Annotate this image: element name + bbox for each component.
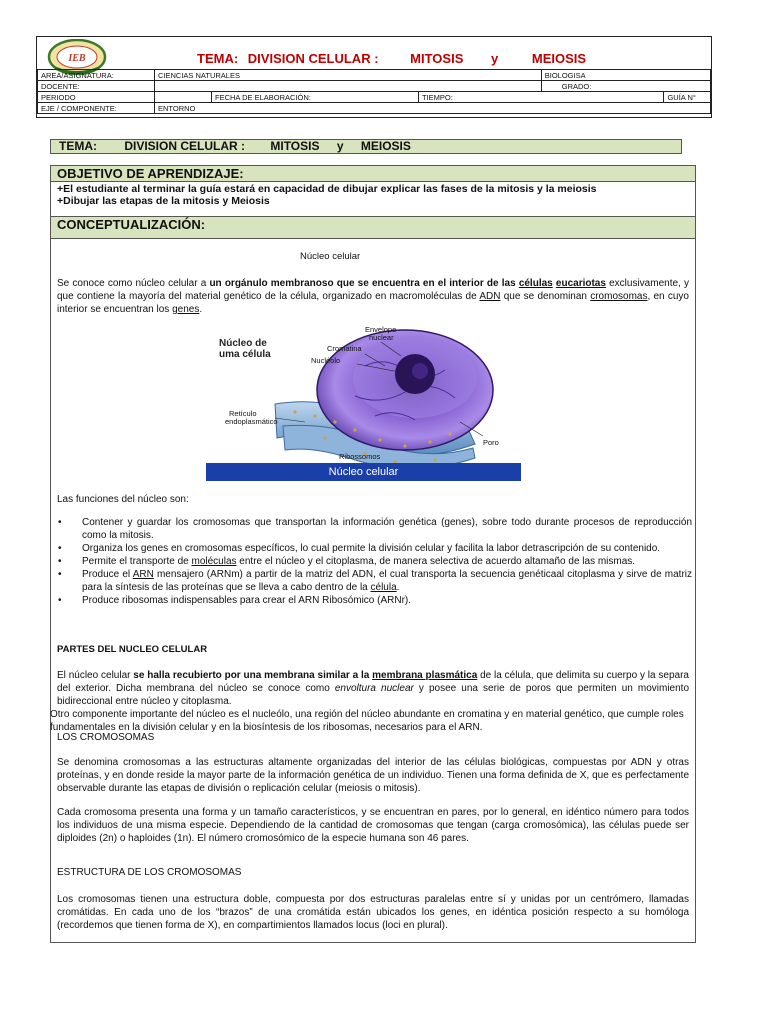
label-ribossomos: Ribossomos [339,452,381,461]
grado-label: GRADO: [541,81,710,92]
label-cromatina: Cromatina [327,344,362,353]
funciones-list [52,516,692,607]
link-celula[interactable]: célula [370,582,397,593]
intro-text: exclusivamente, y que contiene la mayoría del material genético de la célula, organizado en macromoléculas de [57,278,689,302]
document-title [197,51,586,66]
header-info-table [37,69,711,114]
partes-text: y posee una serie de poros que permiten un movimiento bidireccional entre núcleo y citoplasma. [57,683,690,707]
link-celulas[interactable]: células [518,278,553,289]
partes-text: El núcleo celular [57,670,134,681]
tema-label: TEMA: [59,139,97,153]
intro-text: , en cuyo interior se encuentran los [57,291,689,315]
tema-meiosis: MEIOSIS [360,139,411,153]
list-item [52,568,692,594]
list-item: • Organiza los genes en cromosomas específicos, lo cual permite la división celular y facilita la labor detrascripción de su contenido. [52,542,692,555]
intro-text: que se denominan [500,291,591,302]
guia-label: GUÍA N° [664,92,711,103]
title-mitosis: MITOSIS [410,51,464,66]
cromosomas-paragraph-2: Cada cromosoma presenta una forma y un tamaño característicos, y se encuentran en pares, por lo general, en idéntico número para todos los individuos de una misma especie. Dependiendo de la cantidad de cromosomas que tengan (carga cromosómica), las células puede ser diploides (2n) o haploides (1n). El número cromosómico de la especie humana son 46 pares. [57,807,689,844]
link-eucariotas[interactable]: eucariotas [555,278,606,289]
intro-bold: un orgánulo membranoso que se encuentra en el interior de las [209,278,519,289]
intro-text: Se conoce como núcleo celular a [57,278,210,289]
tema-division: DIVISION CELULAR : [124,139,246,153]
area-value: CIENCIAS NATURALES [155,70,542,81]
partes-text: de la célula, que delimita su cuerpo y la separa del exterior. Dicha membrana del núcleo se conoce como [57,670,689,694]
conceptualizacion-heading: CONCEPTUALIZACIÓN: [51,216,695,239]
list-text: . [396,582,400,593]
list-text: Produce el [82,569,133,580]
label-envelope-line1: Envelope [365,325,397,334]
periodo-label: PERIODO [38,92,155,103]
tema-y: y [336,139,344,153]
fecha-label: FECHA DE ELABORACIÓN: [212,92,419,103]
objetivo-text [57,183,687,207]
list-text: mensajero (ARNm) a partir de la matriz del ADN, el cual transporta la secuencia genéticaal citoplasma y sirve de matriz para la síntesis de las proteínas que se lleva a cabo dentro de la [82,569,692,593]
partes-bold: se halla recubierto por una membrana similar a la [133,670,373,681]
title-meiosis: MEIOSIS [531,51,587,66]
list-item: • Contener y guardar los cromosomas que transportan la información genética (genes), sobre todo durante procesos de reproducción como la mitosis. [52,516,692,542]
document-header [36,36,712,118]
cromosomas-heading: LOS CROMOSOMAS [57,732,155,743]
estructura-paragraph: Los cromosomas tienen una estructura doble, compuesta por dos estructuras paralelas entre sí y unidas por un centrómero, llamadas cromátidas. En cada uno de los “brazos” de una cromátida están ubicados los genes, en idéntica posición respecto a su homóloga (recordemos que tienen forma de X), en compartimientos llamados locus (loci en plural). [57,894,689,931]
link-moleculas[interactable]: moléculas [191,556,237,567]
title-y: y [491,51,499,66]
link-genes[interactable]: genes [172,304,200,315]
biologia-value: BIOLOGISA [541,70,710,81]
image-caption-band: Núcleo celular [206,463,521,481]
list-item: • Produce ribosomas indispensables para crear el ARN Ribosómico (ARNr). [52,594,692,607]
tema-mitosis: MITOSIS [270,139,320,153]
nucleo-caption: Núcleo celular [300,251,361,262]
partes-italic: envoltura nuclear [334,683,414,694]
funciones-heading: Las funciones del núcleo son: [57,494,189,505]
tema-bar [50,139,682,154]
intro-text: . [199,304,203,315]
objetivo-heading: OBJETIVO DE APRENDIZAJE: [51,166,695,182]
svg-text:IEB: IEB [68,53,86,64]
title-tema: TEMA: [197,51,239,66]
area-label: AREA/ASIGNATURA: [38,70,155,81]
title-division: DIVISION CELULAR : [247,51,379,66]
eje-label: EJE / COMPONENTE: [38,103,155,114]
partes-paragraph-1 [57,669,689,708]
nucleus-illustration [205,326,523,482]
list-item [52,555,692,568]
cromosomas-paragraph-1: Se denomina cromosomas a las estructuras altamente organizadas del interior de las células biológicas, compuestas por ADN y otras proteínas, y en donde reside la mayor parte de la información genética de un individuo. Tienen una forma definida de X, que es perfectamente observable durante las etapas de división o replicación celular (meiosis o mitosis). [57,757,689,794]
label-poro: Poro [483,438,499,447]
image-title-line2: uma célula [219,349,271,360]
link-cromosomas[interactable]: cromosomas [590,291,648,302]
label-reticulo-line1: Retículo [229,409,257,418]
label-envelope-line2: nuclear [369,333,394,342]
link-membrana-plasmatica[interactable]: membrana plasmática [372,670,478,681]
tiempo-label: TIEMPO: [419,92,664,103]
label-nucleolo: Nucléolo [311,356,341,365]
docente-label: DOCENTE: [38,81,155,92]
label-envelope [365,326,396,342]
link-arn[interactable]: ARN [132,569,154,580]
objetivo-line-2: +Dibujar las etapas de la mitosis y Meiosis [57,195,270,207]
list-text: entre el núcleo y el citoplasma, de manera selectiva de acuerdo altamaño de las mismas. [236,556,636,567]
partes-heading: PARTES DEL NUCLEO CELULAR [57,644,208,655]
list-text: Permite el transporte de [82,556,192,567]
link-adn[interactable]: ADN [479,291,501,302]
objetivo-line-1: +El estudiante al terminar la guía estará en capacidad de dibujar explicar las fases de la mitosis y la meiosis [57,183,597,195]
eje-value: ENTORNO [155,103,711,114]
partes-paragraph-2: Otro componente importante del núcleo es el nucleólo, una región del núcleo abundante en cromatina y en material genético, que cumple roles fundamentales en la división celular y en la biosíntesis de los ribosomas, necesarios para el ARN. [50,709,684,733]
label-reticulo [225,410,278,426]
estructura-heading: ESTRUCTURA DE LOS CROMOSOMAS [57,867,242,878]
label-reticulo-line2: endoplasmático [225,417,278,426]
image-title [219,338,271,360]
image-title-line1: Núcleo de [219,338,267,349]
intro-paragraph [57,277,689,316]
